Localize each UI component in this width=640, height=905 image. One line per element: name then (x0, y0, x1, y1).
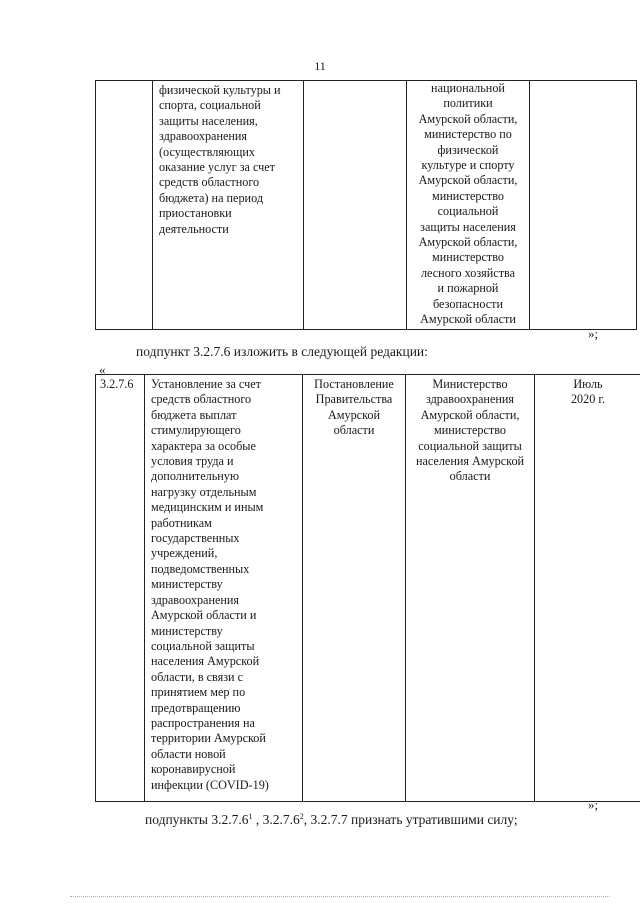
text-line: населения Амурской (415, 454, 525, 469)
text-line: предотвращению (151, 700, 241, 715)
text-line: министерство (431, 188, 505, 203)
table-cell-executors (406, 375, 535, 802)
closing-quote: »; (588, 326, 599, 341)
table-row (96, 81, 637, 330)
amended-table (95, 374, 640, 802)
text-line: условия труда и (151, 454, 234, 469)
text-line: лесного хозяйства (420, 265, 516, 280)
text-line: Правительства (315, 392, 393, 407)
text-line: работникам (151, 515, 212, 530)
text-line: Амурской области, (418, 235, 518, 250)
paragraph-text: , 3.2.7.6 (252, 812, 300, 827)
text-line: средств областного (151, 392, 252, 407)
opening-quote: « (99, 362, 106, 377)
paragraph-text: , 3.2.7.7 признать утратившими силу; (303, 812, 518, 827)
text-line: Постановление (314, 377, 394, 391)
text-line: 2020 г. (570, 392, 606, 407)
text-line: оказание услуг за счет (159, 160, 275, 175)
text-line: безопасности (433, 296, 503, 311)
continued-table (95, 80, 637, 330)
text-line: физической культуры и (159, 83, 281, 97)
text-line: государственных (151, 531, 240, 546)
text-line: распространения на (151, 715, 255, 730)
text-line: подведомственных (151, 561, 250, 576)
text-line: бюджета) на период (159, 190, 264, 205)
text-line: здравоохранения (159, 129, 248, 144)
text-line: защиты населения, (159, 113, 258, 128)
superscript: 1 (248, 812, 253, 821)
table-cell-deadline (535, 375, 640, 802)
table-cell-executors (407, 81, 530, 330)
paragraph-text: подпункты 3.2.7.6 (145, 812, 249, 827)
table-cell-deadline (530, 81, 637, 330)
text-line: населения Амурской (151, 654, 260, 669)
text-line: дополнительную (151, 469, 239, 484)
table-cell-measure (145, 375, 303, 802)
text-line: учреждений, (151, 546, 218, 561)
scan-edge-divider (70, 896, 610, 900)
table-cell-document (304, 81, 407, 330)
text-line: министерству (151, 623, 223, 638)
text-line: нагрузку отдельным (151, 484, 257, 499)
table-cell-number (96, 81, 153, 330)
text-line: области новой (151, 746, 226, 761)
text-line: физической (437, 142, 499, 157)
text-line: медицинским и иным (151, 500, 264, 515)
text-line: культуре и спорту (421, 158, 515, 173)
table-cell-measure (153, 81, 304, 330)
text-line: Министерство (432, 377, 508, 391)
text-line: министерство (433, 423, 507, 438)
text-line: приостановки (159, 206, 232, 221)
text-line: Амурской (327, 407, 381, 422)
text-line: деятельности (159, 221, 229, 236)
table-cell-document (303, 375, 406, 802)
text-line: Амурской области, (418, 111, 518, 126)
text-line: характера за особые (151, 438, 256, 453)
text-line: и пожарной (437, 281, 499, 296)
text-line: защиты населения (420, 219, 516, 234)
text-line: социальной защиты (151, 638, 255, 653)
text-line: Амурской области, (420, 407, 520, 422)
text-line: министерство по (424, 127, 512, 142)
text-line: бюджета выплат (151, 407, 237, 422)
text-line: коронавирусной (151, 762, 236, 777)
text-line: министерству (151, 577, 223, 592)
page-number: 11 (314, 59, 326, 73)
text-line: области (333, 423, 375, 438)
text-line: министерство (431, 250, 505, 265)
text-line: спорта, социальной (159, 98, 261, 113)
text-line: средств областного (159, 175, 260, 190)
text-line: Июль (573, 377, 603, 391)
text-line: социальной защиты (418, 438, 522, 453)
text-line: социальной (437, 204, 499, 219)
text-line: области, в связи с (151, 669, 244, 684)
superscript: 2 (299, 812, 304, 821)
table-row (96, 375, 640, 802)
text-line: (осуществляющих (159, 144, 256, 159)
text-line: Амурской области (420, 312, 516, 327)
closing-quote: »; (588, 797, 599, 812)
text-line: принятием мер по (151, 685, 246, 700)
text-line: здравоохранения (151, 592, 240, 607)
text-line: стимулирующего (151, 423, 241, 438)
text-line: здравоохранения (425, 392, 515, 407)
text-line: Амурской области, (418, 173, 518, 188)
text-line: Амурской области и (151, 608, 257, 623)
paragraph-amendment: подпункт 3.2.7.6 изложить в следующей редакции: (136, 344, 428, 359)
text-line: политики (443, 96, 493, 111)
text-line: области (449, 469, 491, 484)
text-line: Установление за счет (151, 377, 261, 391)
table-cell-number: 3.2.7.6 (96, 375, 145, 802)
text-line: инфекции (COVID-19) (151, 777, 269, 792)
text-line: национальной (431, 81, 505, 95)
text-line: территории Амурской (151, 731, 266, 746)
paragraph-repeal (145, 812, 518, 828)
